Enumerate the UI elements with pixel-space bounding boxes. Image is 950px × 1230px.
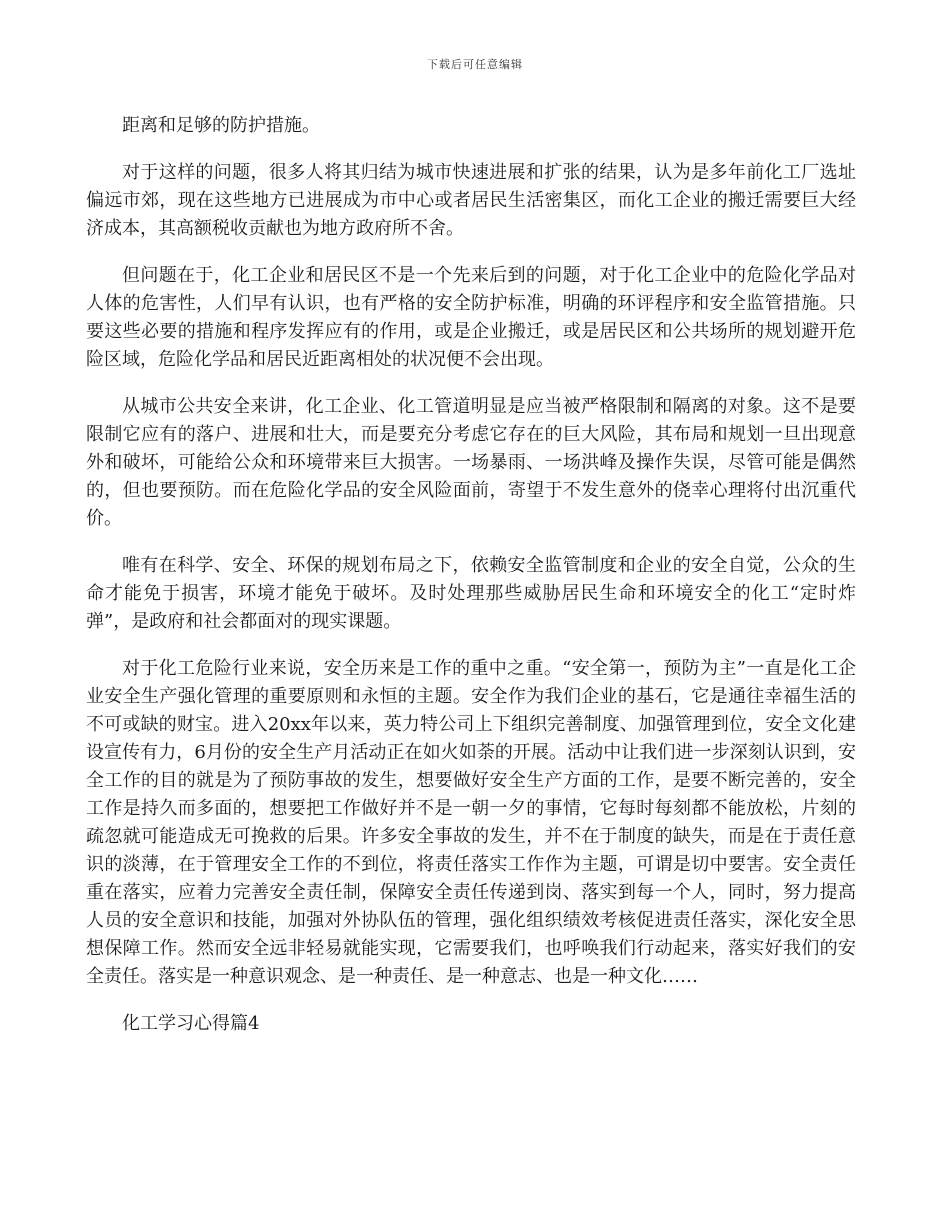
paragraph: 唯有在科学、安全、环保的规划布局之下，依赖安全监管制度和企业的安全自觉，公众的生命才能免于损害，环境才能免于破坏。及时处理那些威胁居民生命和环境安全的化工“定时炸弹”，是政府和社会都面对的现实课题。 (86, 555, 856, 632)
paragraph: 对于这样的问题，很多人将其归结为城市快速进展和扩张的结果，认为是多年前化工厂选址偏远市郊，现在这些地方已进展成为市中心或者居民生活密集区，而化工企业的搬迁需要巨大经济成本，其高额税收贡献也为地方政府所不舍。 (86, 162, 856, 239)
paragraph: 对于化工危险行业来说，安全历来是工作的重中之重。“安全第一，预防为主”一直是化工企业安全生产强化管理的重要原则和永恒的主题。安全作为我们企业的基石，它是通往幸福生活的不可或缺的财宝。进入20xx年以来，英力特公司上下组织完善制度、加强管理到位，安全文化建设宣传有力，6月份的安全生产月活动正在如火如荼的开展。活动中让我们进一步深刻认识到，安全工作的目的就是为了预防事故的发生，想要做好安全生产方面的工作，是要不断完善的，安全工作是持久而多面的，想要把工作做好并不是一朝一夕的事情，它每时每刻都不能放松，片刻的疏忽就可能造成无可挽救的后果。许多安全事故的发生，并不在于制度的缺失，而是在于责任意识的淡薄，在于管理安全工作的不到位，将责任落实工作作为主题，可谓是切中要害。安全责任重在落实，应着力完善安全责任制，保障安全责任传递到岗、落实到每一个人，同时，努力提高人员的安全意识和技能，加强对外协队伍的管理，强化组织绩效考核促进责任落实，深化安全思想保障工作。然而安全远非轻易就能实现，它需要我们，也呼唤我们行动起来，落实好我们的安全责任。落实是一种意识观念、是一种责任、是一种意志、也是一种文化…… (86, 658, 856, 987)
paragraph: 从城市公共安全来讲，化工企业、化工管道明显是应当被严格限制和隔离的对象。这不是要限制它应有的落户、进展和壮大，而是要充分考虑它存在的巨大风险，其布局和规划一旦出现意外和破坏，可能给公众和环境带来巨大损害。一场暴雨、一场洪峰及操作失误，尽管可能是偶然的，但也要预防。而在危险化学品的安全风险面前，寄望于不发生意外的侥幸心理将付出沉重代价。 (86, 396, 856, 529)
paragraph: 但问题在于，化工企业和居民区不是一个先来后到的问题，对于化工企业中的危险化学品对人体的危害性，人们早有认识，也有严格的安全防护标准，明确的环评程序和安全监管措施。只要这些必要的措施和程序发挥应有的作用，或是企业搬迁，或是居民区和公共场所的规划避开危险区域，危险化学品和居民近距离相处的状况便不会出现。 (86, 265, 856, 370)
document-body (86, 112, 856, 1038)
section-title: 化工学习心得篇4 (122, 1013, 260, 1034)
page-header: 下载后可任意编辑 (427, 58, 523, 71)
paragraph: 距离和足够的防护措施。 (122, 115, 320, 136)
